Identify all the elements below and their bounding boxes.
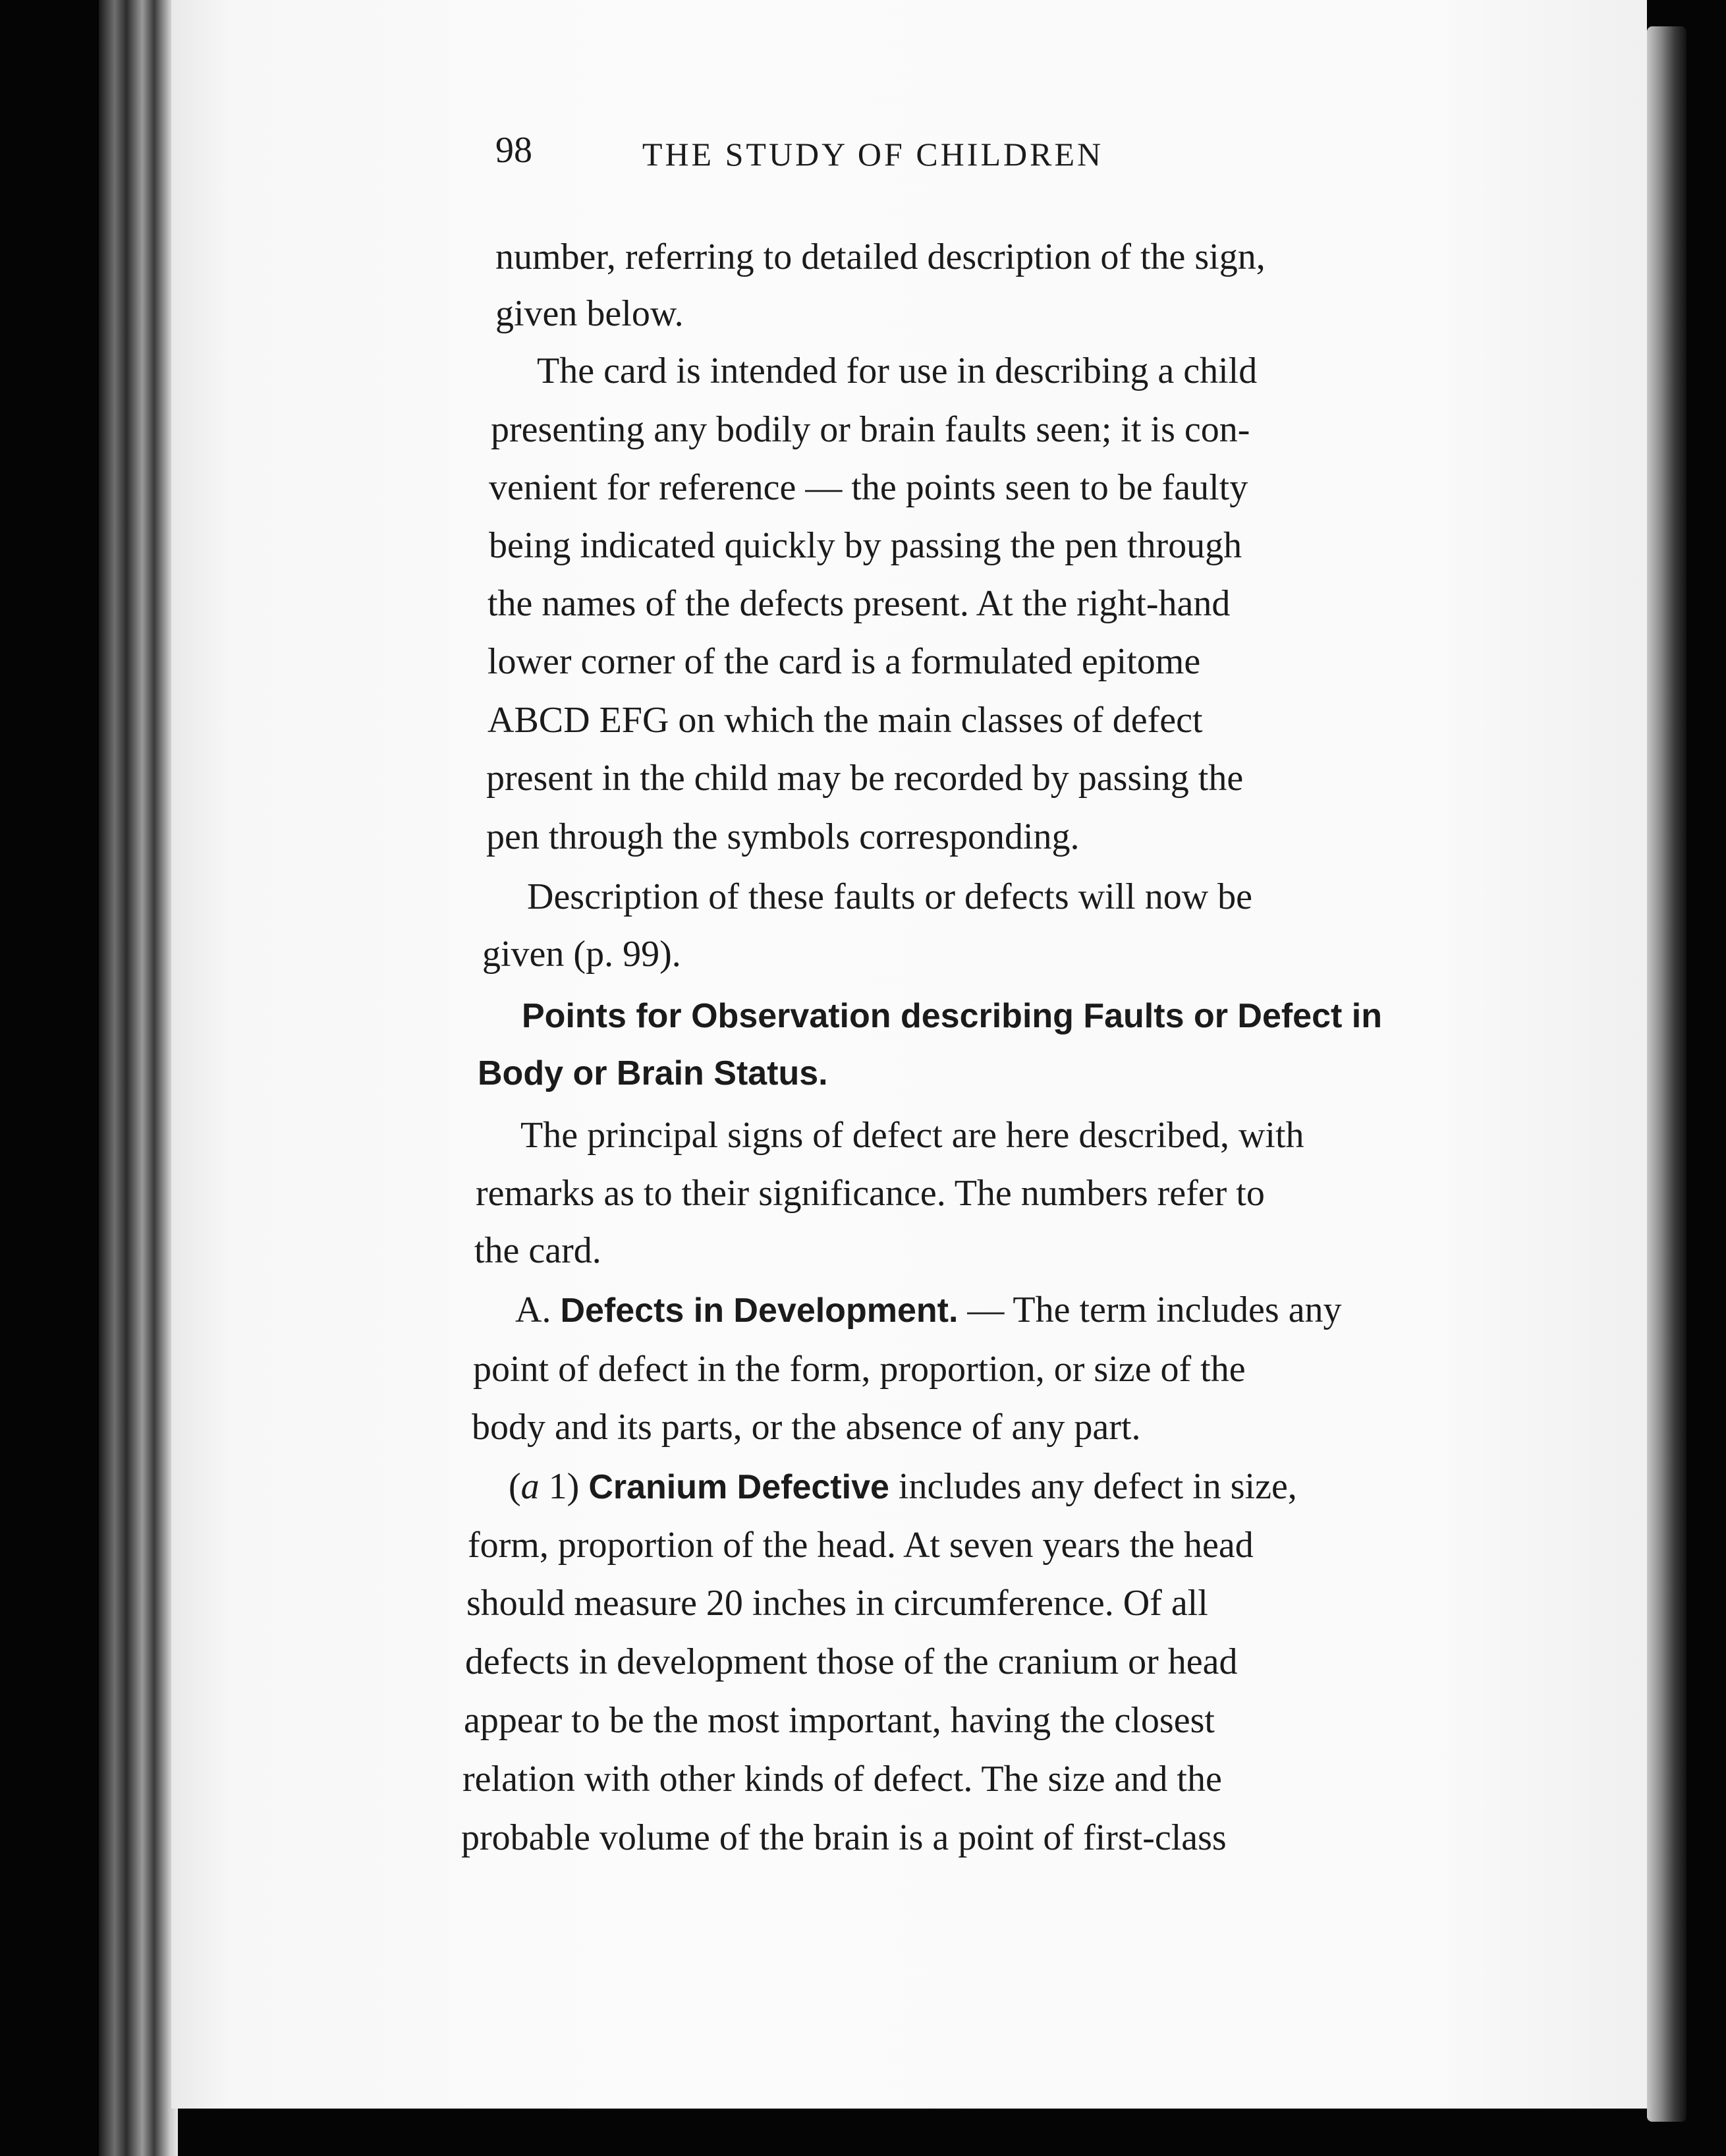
text-line: venient for reference — the points seen to be faulty [489, 467, 1248, 508]
item-a1-heading: Cranium Defective [588, 1468, 889, 1506]
text-line: body and its parts, or the absence of any part. [472, 1407, 1141, 1448]
text-line: lower corner of the card is a formulated epitome [487, 641, 1201, 682]
text-line: pen through the symbols corresponding. [486, 816, 1080, 857]
text-line: ABCD EFG on which the main classes of defect [487, 700, 1203, 741]
text-line: defects in development those of the cranium or head [465, 1641, 1238, 1682]
text-line: point of defect in the form, proportion, or size of the [473, 1349, 1246, 1390]
page-number: 98 [495, 130, 532, 171]
running-title: THE STUDY OF CHILDREN [642, 136, 1104, 173]
item-open-paren: ( [509, 1466, 521, 1507]
text-line: given (p. 99). [482, 934, 681, 975]
text-line: appear to be the most important, having the closest [464, 1700, 1215, 1741]
item-a1-text: includes any defect in size, [898, 1466, 1297, 1507]
text-line: present in the child may be recorded by passing the [486, 758, 1244, 799]
text-line: relation with other kinds of defect. The size and the [462, 1759, 1222, 1800]
text-line: presenting any bodily or brain faults seen; it is con- [491, 409, 1250, 450]
text-line: being indicated quickly by passing the pen through [489, 525, 1242, 566]
text-line: given below. [495, 293, 684, 334]
text-line: form, proportion of the head. At seven years the head [468, 1525, 1254, 1566]
text-line: probable volume of the brain is a point of first-class [461, 1817, 1227, 1858]
section-letter: A. [515, 1290, 551, 1330]
text-line: The card is intended for use in describing a child [537, 351, 1258, 391]
text-line: number, referring to detailed description of the sign, [495, 237, 1266, 277]
item-number: 1) [548, 1466, 580, 1507]
section-heading: Points for Observation describing Faults or Defect in [522, 997, 1382, 1035]
item-mark: a [520, 1466, 540, 1507]
section-heading: Body or Brain Status. [478, 1054, 828, 1092]
text-line: The principal signs of defect are here described, with [520, 1115, 1304, 1156]
text-line: the names of the defects present. At the right-hand [487, 583, 1231, 624]
section-a-line [515, 1291, 1342, 1328]
text-line: should measure 20 inches in circumference. Of all [466, 1583, 1208, 1624]
section-a-text: — The term includes any [967, 1290, 1342, 1330]
section-a-heading: Defects in Development. [560, 1291, 959, 1330]
text-line: remarks as to their significance. The numbers refer to [476, 1173, 1265, 1214]
text-line: Description of these faults or defects will now be [527, 876, 1253, 917]
item-a1-line [509, 1468, 1297, 1505]
text-line: the card. [474, 1230, 601, 1271]
